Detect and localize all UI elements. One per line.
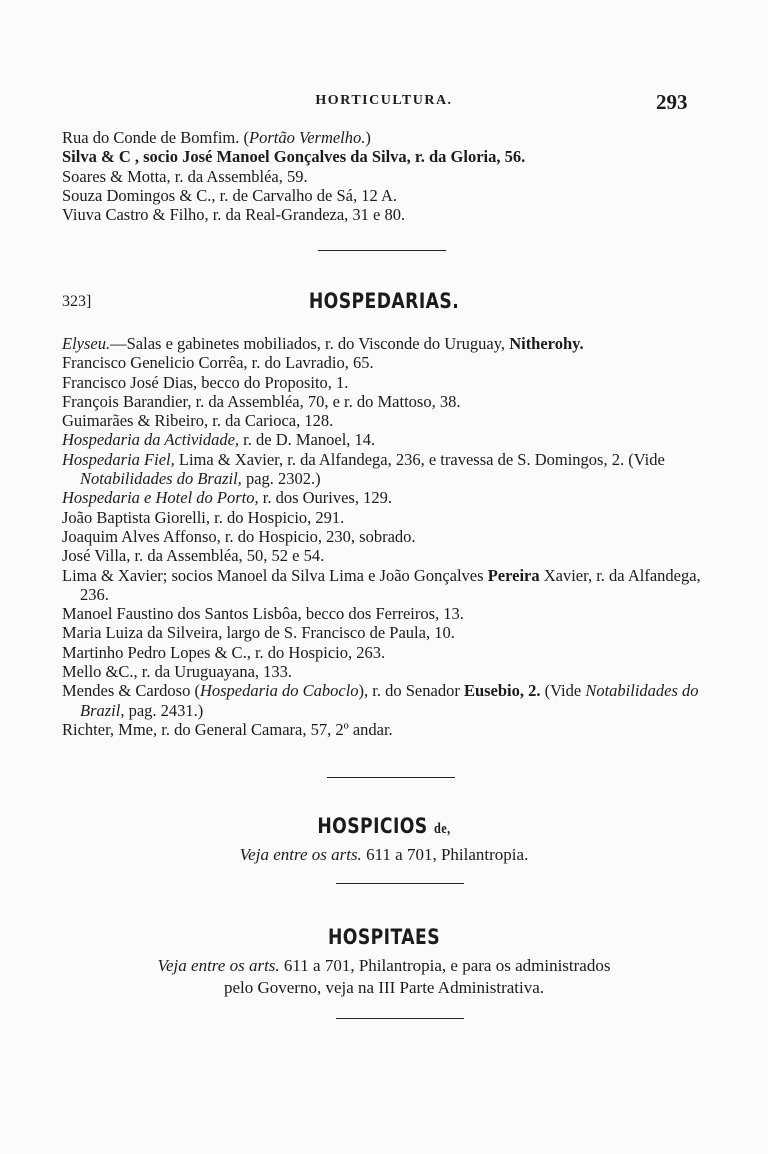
- section-divider: [318, 250, 446, 251]
- hospitaes-note: Veja entre os arts. 611 a 701, Philantropia, e para os administrados: [157, 956, 611, 975]
- section-title-hospitaes: HOSPITAES: [327, 925, 441, 949]
- list-item: Francisco Genelicio Corrêa, r. do Lavradio, 65.: [62, 353, 374, 373]
- list-item: Mendes & Cardoso (Hospedaria do Caboclo), r. do Senador Eusebio, 2. (Vide Notabilidades do Brazil, pag. 2431.): [62, 681, 699, 720]
- list-item: Hospedaria Fiel, Lima & Xavier, r. da Alfandega, 236, e travessa de S. Domingos, 2. (Vide Notabilidades do Brazil, pag. 2302.): [62, 449, 665, 489]
- list-item: Hospedaria da Actividade, r. de D. Manoel, 14.: [62, 430, 376, 450]
- section-divider: [336, 1018, 464, 1019]
- hospitaes-note-line2: pelo Governo, veja na III Parte Administrativa.: [223, 978, 545, 997]
- list-item: Francisco José Dias, becco do Proposito, 1.: [62, 372, 349, 392]
- page-number: 293: [656, 90, 688, 114]
- section-title-hospedarias: HOSPEDARIAS.: [308, 289, 460, 313]
- running-title: HORTICULTURA.: [315, 93, 453, 108]
- section-divider: [327, 777, 455, 778]
- list-item: Richter, Mme, r. do General Camara, 57, 2º andar.: [62, 719, 393, 739]
- list-item: Rua do Conde de Bomfim. (Portão Vermelho.): [62, 128, 371, 147]
- list-item: Mello &C., r. da Uruguayana, 133.: [62, 662, 293, 682]
- list-item: Viuva Castro & Filho, r. da Real-Grandeza, 31 e 80.: [62, 205, 406, 225]
- list-item: Soares & Motta, r. da Assembléa, 59.: [62, 166, 308, 186]
- list-item: Martinho Pedro Lopes & C., r. do Hospicio, 263.: [62, 642, 386, 662]
- list-item: François Barandier, r. da Assembléa, 70, e r. do Mattoso, 38.: [62, 391, 461, 411]
- list-item: Guimarães & Ribeiro, r. da Carioca, 128.: [62, 411, 334, 431]
- list-item: Maria Luiza da Silveira, largo de S. Francisco de Paula, 10.: [62, 623, 455, 643]
- list-item: José Villa, r. da Assembléa, 50, 52 e 54.: [62, 546, 325, 566]
- list-item: Joaquim Alves Affonso, r. do Hospicio, 230, sobrado.: [62, 526, 416, 546]
- section-divider: [336, 883, 464, 884]
- list-item: Souza Domingos & C., r. de Carvalho de Sá, 12 A.: [62, 185, 398, 205]
- horticultura-list: [62, 128, 717, 224]
- list-item: Hospedaria e Hotel do Porto, r. dos Ourives, 129.: [62, 488, 392, 508]
- hospedarias-list: [62, 334, 717, 739]
- list-item: João Baptista Giorelli, r. do Hospicio, 291.: [62, 507, 345, 527]
- list-item: Manoel Faustino dos Santos Lisbôa, becco dos Ferreiros, 13.: [62, 604, 464, 624]
- list-item: Lima & Xavier; socios Manoel da Silva Lima e João Gonçalves Pereira Xavier, r. da Alfandega, 236.: [62, 565, 701, 604]
- list-item: Silva & C , socio José Manoel Gonçalves da Silva, r. da Gloria, 56.: [62, 147, 526, 167]
- article-number: 323]: [62, 293, 92, 310]
- hospicios-note: Veja entre os arts. 611 a 701, Philantropia.: [239, 845, 529, 864]
- section-title-hospicios: HOSPICIOS de,: [317, 814, 451, 838]
- list-item: Elyseu.—Salas e gabinetes mobiliados, r. do Visconde do Uruguay, Nitherohy.: [62, 334, 584, 353]
